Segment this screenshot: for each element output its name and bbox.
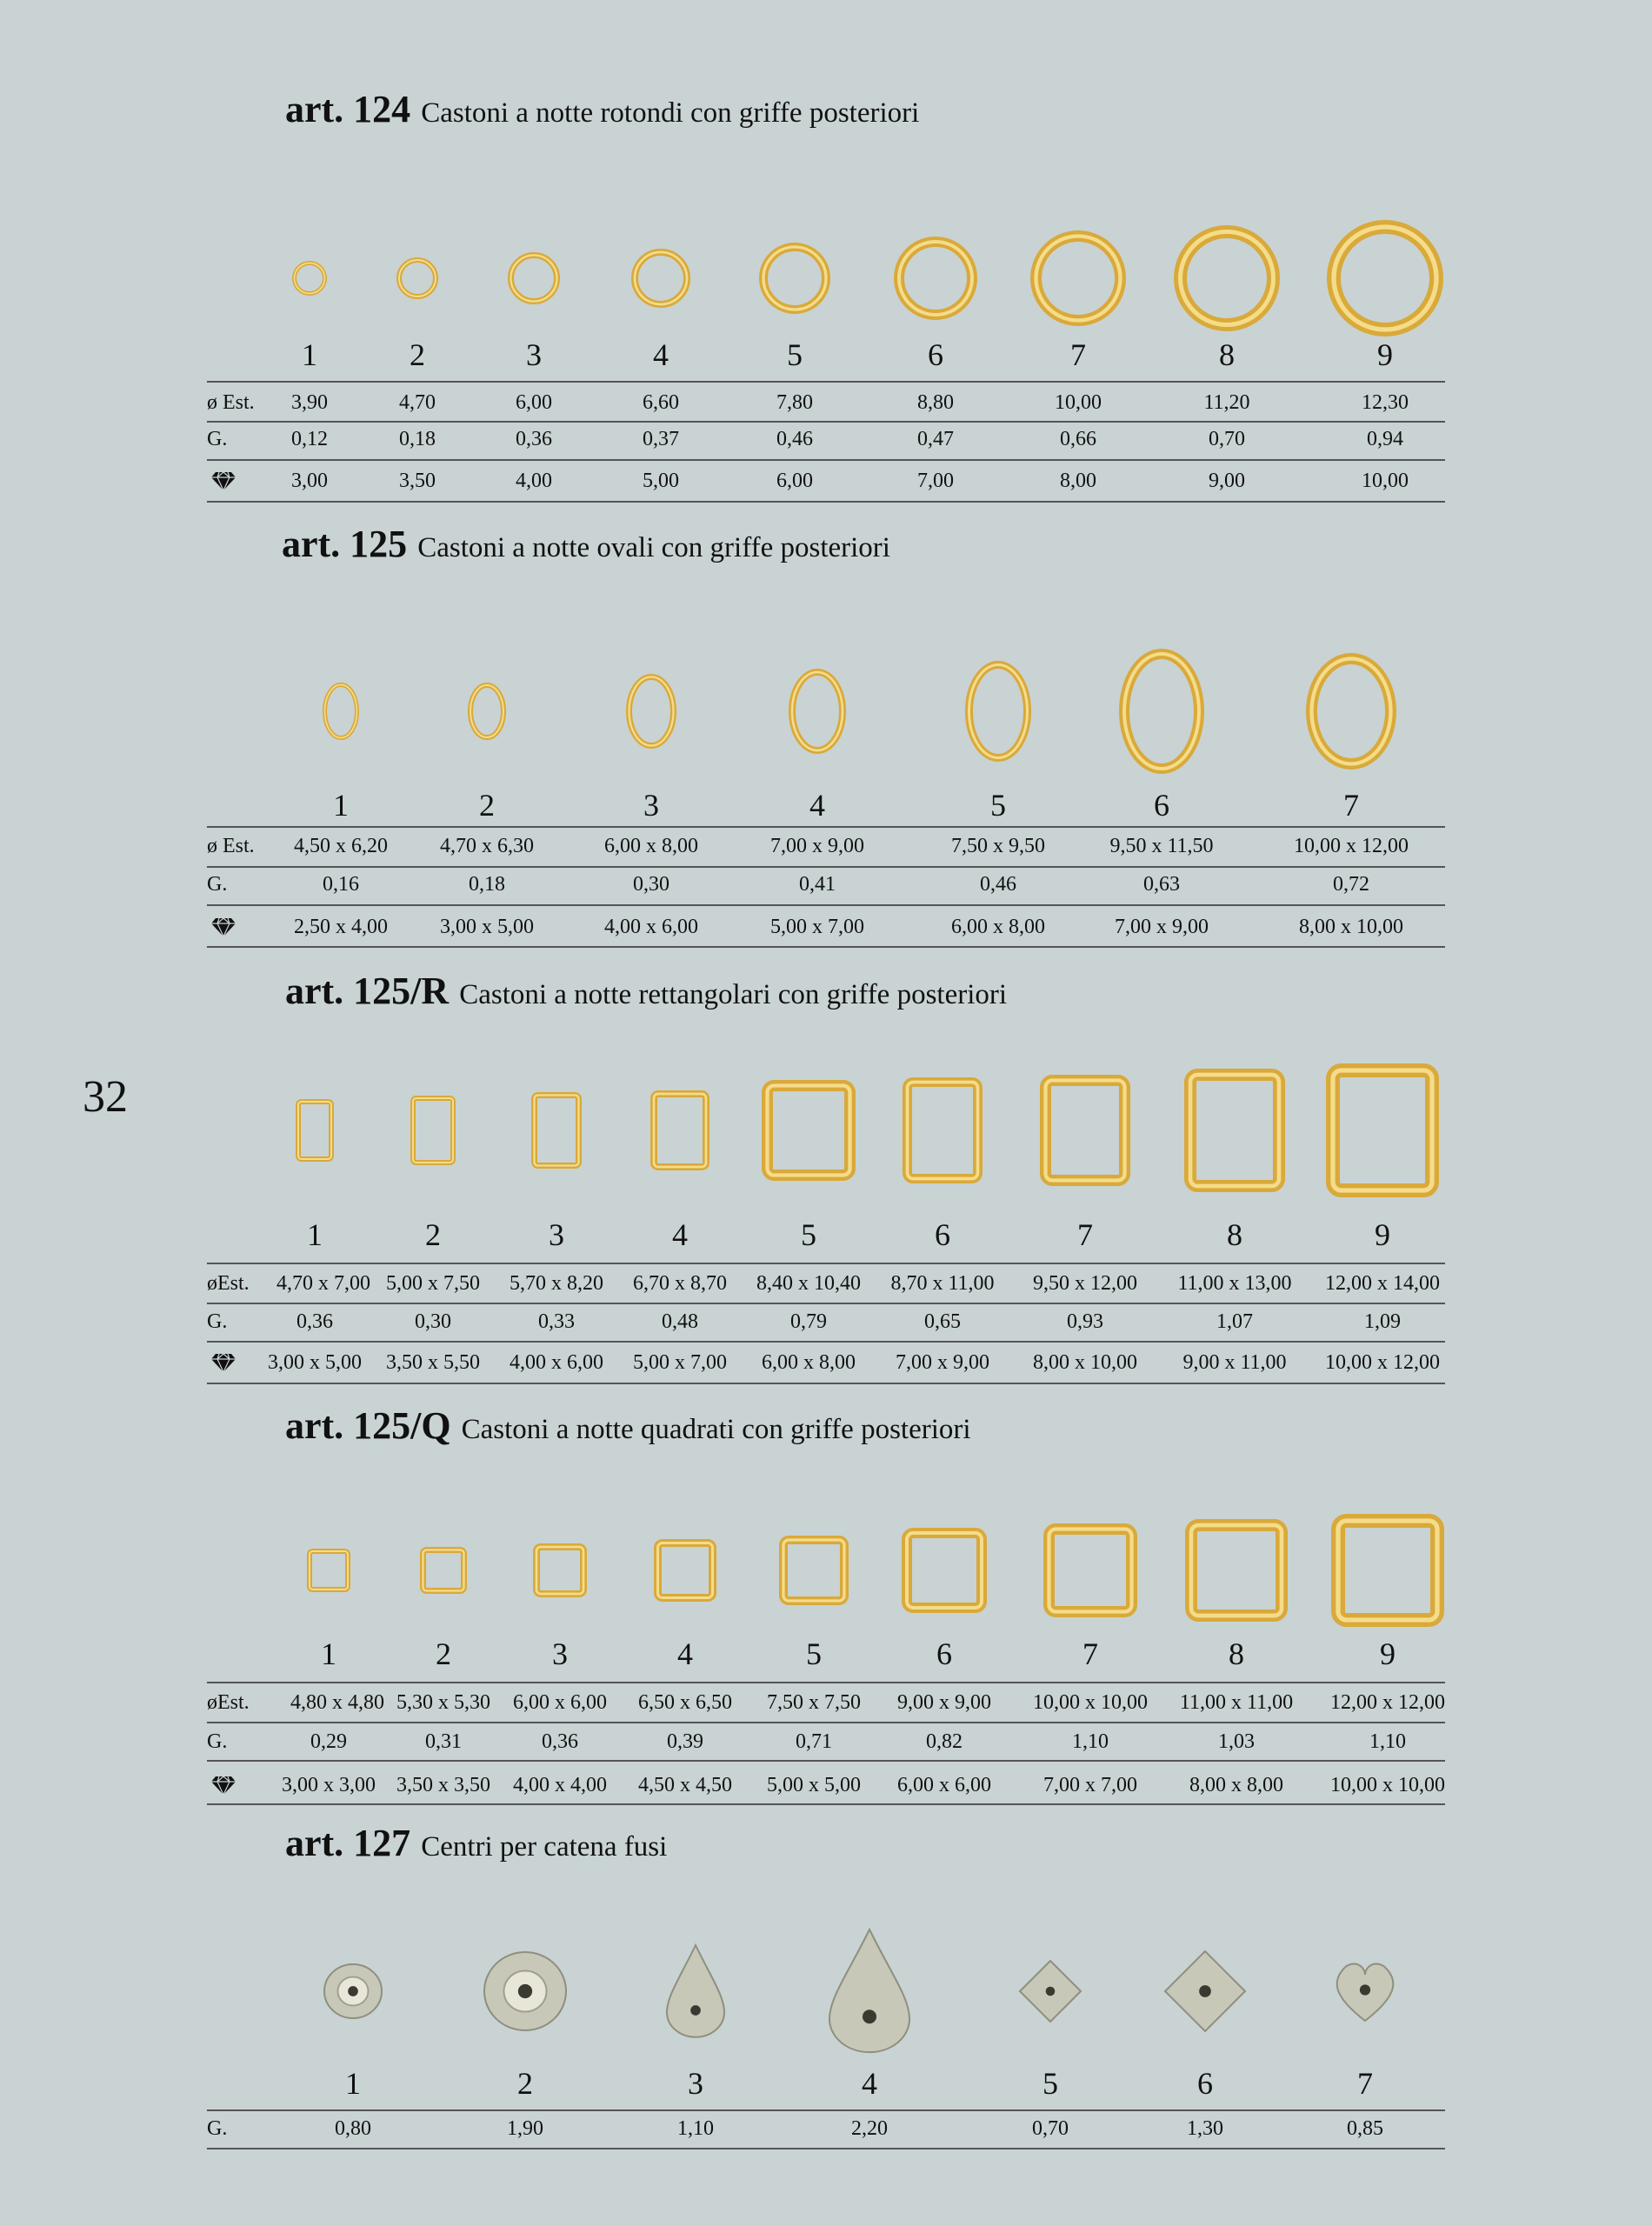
rectangle-setting-icon	[295, 1098, 335, 1163]
weight-value: 0,65	[924, 1310, 961, 1333]
oval-setting-icon	[788, 668, 847, 755]
setting-item	[758, 242, 831, 315]
table-rule	[207, 1341, 1445, 1343]
section-title	[285, 972, 1007, 1010]
oval-setting-icon	[964, 660, 1032, 763]
diameter-value: 4,50 x 6,20	[294, 835, 388, 857]
weight-label: G.	[207, 1310, 228, 1333]
item-number: 4	[809, 788, 825, 823]
stone-value: 3,00 x 3,00	[282, 1774, 376, 1796]
stone-value: 3,00	[291, 470, 328, 492]
setting-item	[1042, 1523, 1138, 1618]
setting-item	[532, 1543, 588, 1598]
table-rule	[207, 381, 1445, 383]
item-number: 6	[1154, 788, 1169, 823]
setting-item	[1039, 1074, 1131, 1187]
item-number: 8	[1229, 1636, 1244, 1671]
rectangle-setting-icon	[530, 1091, 583, 1170]
item-number: 7	[1077, 1217, 1093, 1252]
diameter-value: 8,70 x 11,00	[890, 1272, 995, 1295]
setting-item	[665, 1943, 726, 2039]
setting-item	[1326, 219, 1444, 337]
setting-item	[893, 236, 978, 321]
rectangle-setting-icon	[649, 1090, 710, 1171]
rectangle-setting-icon	[410, 1095, 456, 1166]
stone-value: 2,50 x 4,00	[294, 916, 388, 938]
stone-value: 4,00 x 6,00	[604, 916, 698, 938]
table-rule	[207, 946, 1445, 948]
item-number: 3	[549, 1217, 564, 1252]
item-number: 4	[862, 2066, 877, 2101]
stone-value: 8,00 x 10,00	[1299, 916, 1403, 938]
round-setting-icon	[507, 251, 561, 305]
weight-value: 0,85	[1347, 2117, 1383, 2140]
diameter-value: 12,30	[1362, 391, 1409, 414]
oval-setting-icon	[625, 673, 677, 750]
item-number: 1	[321, 1636, 336, 1671]
article-description: Castoni a notte quadrati con griffe posteriori	[461, 1414, 971, 1445]
setting-item	[625, 673, 677, 750]
diameter-value: 8,40 x 10,40	[756, 1272, 861, 1295]
stone-value: 10,00	[1362, 470, 1409, 492]
stone-value: 8,00 x 8,00	[1189, 1774, 1283, 1796]
article-description: Centri per catena fusi	[421, 1831, 668, 1863]
item-number: 6	[928, 337, 943, 372]
diameter-value: 9,50 x 12,00	[1033, 1272, 1137, 1295]
oval-setting-icon	[1118, 648, 1205, 775]
stone-value: 5,00 x 7,00	[633, 1351, 727, 1374]
stone-value: 5,00	[643, 470, 679, 492]
diameter-value: 7,50 x 9,50	[951, 835, 1045, 857]
stone-value: 5,00 x 5,00	[767, 1774, 861, 1796]
diamond-icon	[210, 470, 236, 491]
diameter-label: øEst.	[207, 1691, 250, 1714]
diameter-label: ø Est.	[207, 391, 255, 414]
item-number: 7	[1357, 2066, 1373, 2101]
stone-value: 4,00 x 4,00	[513, 1774, 607, 1796]
item-number: 5	[1042, 2066, 1058, 2101]
weight-value: 1,10	[677, 2117, 714, 2140]
square-setting-icon	[1184, 1518, 1289, 1623]
diameter-value: 7,80	[776, 391, 813, 414]
square-setting-icon	[306, 1548, 351, 1593]
diamond-center-icon	[1018, 1959, 1082, 2023]
article-code: art. 127	[285, 1822, 411, 1864]
weight-value: 1,07	[1216, 1310, 1253, 1333]
table-rule	[207, 459, 1445, 461]
setting-item	[419, 1546, 468, 1595]
weight-value: 1,03	[1218, 1730, 1255, 1753]
square-setting-icon	[901, 1527, 988, 1614]
square-setting-icon	[419, 1546, 468, 1595]
section-title	[285, 1824, 667, 1863]
setting-item	[1018, 1959, 1082, 2023]
setting-item	[653, 1538, 717, 1603]
article-code: art. 125	[282, 523, 408, 565]
weight-value: 0,36	[296, 1310, 333, 1333]
weight-value: 0,18	[469, 873, 505, 896]
round-setting-icon	[396, 257, 439, 300]
diameter-value: 10,00	[1055, 391, 1102, 414]
setting-item	[483, 1950, 568, 2032]
diameter-value: 5,70 x 8,20	[510, 1272, 603, 1295]
round-setting-icon	[1326, 219, 1444, 337]
diamond-icon	[210, 1352, 236, 1373]
diameter-value: 4,70 x 7,00	[276, 1272, 370, 1295]
weight-value: 0,41	[799, 873, 836, 896]
stone-value: 3,50 x 5,50	[386, 1351, 480, 1374]
diameter-value: 9,00 x 9,00	[897, 1691, 991, 1714]
item-number: 2	[517, 2066, 533, 2101]
round-bead-icon	[483, 1950, 568, 2032]
item-number: 1	[307, 1217, 323, 1252]
section-title	[285, 90, 919, 129]
rectangle-setting-icon	[902, 1076, 983, 1184]
item-number: 1	[302, 337, 317, 372]
round-setting-icon	[630, 248, 691, 309]
stone-value: 9,00 x 11,00	[1182, 1351, 1287, 1374]
diameter-value: 7,00 x 9,00	[770, 835, 864, 857]
weight-label: G.	[207, 428, 228, 450]
setting-item	[410, 1095, 456, 1166]
item-number: 6	[936, 1636, 952, 1671]
stone-value: 4,00	[516, 470, 552, 492]
weight-value: 0,70	[1209, 428, 1245, 450]
setting-item	[306, 1548, 351, 1593]
table-rule	[207, 1803, 1445, 1805]
diameter-value: 6,00 x 8,00	[604, 835, 698, 857]
item-number: 9	[1375, 1217, 1390, 1252]
item-number: 6	[935, 1217, 950, 1252]
setting-item	[828, 1928, 911, 2055]
item-number: 5	[801, 1217, 816, 1252]
table-rule	[207, 826, 1445, 828]
stone-value: 9,00	[1209, 470, 1245, 492]
rectangle-setting-icon	[1325, 1063, 1440, 1198]
weight-value: 0,70	[1032, 2117, 1069, 2140]
setting-item	[1325, 1063, 1440, 1198]
setting-item	[1173, 224, 1281, 332]
setting-item	[1184, 1518, 1289, 1623]
setting-item	[396, 257, 439, 300]
weight-value: 1,10	[1369, 1730, 1406, 1753]
item-number: 3	[688, 2066, 703, 2101]
item-number: 3	[526, 337, 542, 372]
diameter-value: 6,70 x 8,70	[633, 1272, 727, 1295]
weight-value: 0,30	[415, 1310, 451, 1333]
diamond-center-icon	[1163, 1949, 1247, 2033]
article-description: Castoni a notte rotondi con griffe posteriori	[421, 97, 920, 129]
section-title	[285, 1404, 971, 1447]
diameter-value: 4,70 x 6,30	[440, 835, 534, 857]
weight-value: 0,37	[643, 428, 679, 450]
diameter-value: 7,50 x 7,50	[767, 1691, 861, 1714]
table-rule	[207, 1682, 1445, 1683]
weight-value: 0,71	[796, 1730, 832, 1753]
weight-label: G.	[207, 2117, 228, 2140]
rectangle-setting-icon	[1039, 1074, 1131, 1187]
square-setting-icon	[653, 1538, 717, 1603]
article-code: art. 125/R	[285, 970, 450, 1012]
rectangle-setting-icon	[1183, 1068, 1286, 1193]
weight-value: 0,39	[667, 1730, 703, 1753]
setting-item	[467, 682, 507, 741]
setting-item	[964, 660, 1032, 763]
setting-item	[1118, 648, 1205, 775]
setting-item	[901, 1527, 988, 1614]
table-rule	[207, 904, 1445, 906]
weight-value: 1,90	[507, 2117, 543, 2140]
weight-value: 0,72	[1333, 873, 1369, 896]
item-number: 5	[787, 337, 803, 372]
stone-value: 4,00 x 6,00	[510, 1351, 603, 1374]
rectangle-setting-icon	[761, 1079, 856, 1182]
diameter-value: 5,30 x 5,30	[396, 1691, 490, 1714]
teardrop-icon	[828, 1928, 911, 2055]
item-number: 8	[1227, 1217, 1242, 1252]
weight-value: 0,63	[1143, 873, 1180, 896]
item-number: 7	[1343, 788, 1359, 823]
weight-value: 1,09	[1364, 1310, 1401, 1333]
item-number: 8	[1219, 337, 1235, 372]
stone-value: 4,50 x 4,50	[638, 1774, 732, 1796]
setting-item	[788, 668, 847, 755]
diameter-label: ø Est.	[207, 835, 255, 857]
setting-item	[295, 1098, 335, 1163]
item-number: 2	[410, 337, 425, 372]
setting-item	[1183, 1068, 1286, 1193]
diameter-value: 10,00 x 10,00	[1033, 1691, 1148, 1714]
stone-value: 7,00 x 7,00	[1043, 1774, 1137, 1796]
setting-item	[1330, 1513, 1445, 1628]
stone-value: 6,00 x 8,00	[951, 916, 1045, 938]
item-number: 4	[653, 337, 669, 372]
table-rule	[207, 1760, 1445, 1762]
diameter-label: øEst.	[207, 1272, 250, 1295]
setting-item	[1328, 1958, 1402, 2024]
item-number: 3	[552, 1636, 568, 1671]
weight-value: 0,47	[917, 428, 954, 450]
stone-value: 7,00	[917, 470, 954, 492]
weight-value: 0,18	[399, 428, 436, 450]
article-code: art. 124	[285, 88, 411, 130]
diameter-value: 4,80 x 4,80	[290, 1691, 384, 1714]
diameter-value: 11,00 x 11,00	[1179, 1691, 1294, 1714]
weight-value: 0,80	[335, 2117, 371, 2140]
stone-value: 10,00 x 10,00	[1330, 1774, 1445, 1796]
round-setting-icon	[1029, 230, 1127, 327]
item-number: 9	[1380, 1636, 1396, 1671]
setting-item	[322, 682, 360, 741]
setting-item	[507, 251, 561, 305]
diameter-value: 5,00 x 7,50	[386, 1272, 480, 1295]
table-rule	[207, 1263, 1445, 1264]
stone-value: 8,00	[1060, 470, 1096, 492]
setting-item	[1029, 230, 1127, 327]
setting-item	[1305, 652, 1397, 770]
weight-value: 0,12	[291, 428, 328, 450]
weight-value: 0,16	[323, 873, 359, 896]
table-rule	[207, 2148, 1445, 2149]
stone-value: 6,00 x 8,00	[762, 1351, 856, 1374]
weight-value: 0,36	[516, 428, 552, 450]
round-setting-icon	[758, 242, 831, 315]
table-rule	[207, 866, 1445, 868]
setting-item	[649, 1090, 710, 1171]
table-rule	[207, 1383, 1445, 1384]
weight-value: 0,36	[542, 1730, 578, 1753]
stone-value: 3,00 x 5,00	[268, 1351, 362, 1374]
setting-item	[630, 248, 691, 309]
diameter-value: 9,50 x 11,50	[1109, 835, 1214, 857]
round-bead-icon	[323, 1963, 383, 2020]
table-rule	[207, 421, 1445, 423]
square-setting-icon	[1042, 1523, 1138, 1618]
square-setting-icon	[778, 1535, 849, 1606]
diameter-value: 10,00 x 12,00	[1294, 835, 1409, 857]
item-number: 7	[1070, 337, 1086, 372]
weight-value: 0,66	[1060, 428, 1096, 450]
setting-item	[1163, 1949, 1247, 2033]
item-number: 5	[806, 1636, 822, 1671]
article-description: Castoni a notte rettangolari con griffe posteriori	[459, 979, 1008, 1010]
oval-setting-icon	[467, 682, 507, 741]
diameter-value: 12,00 x 12,00	[1330, 1691, 1445, 1714]
diameter-value: 6,60	[643, 391, 679, 414]
article-code: art. 125/Q	[285, 1404, 451, 1447]
diameter-value: 11,20	[1203, 391, 1250, 414]
table-rule	[207, 2109, 1445, 2111]
item-number: 2	[479, 788, 495, 823]
oval-setting-icon	[1305, 652, 1397, 770]
oval-setting-icon	[322, 682, 360, 741]
diamond-icon	[210, 916, 236, 937]
weight-value: 1,10	[1072, 1730, 1109, 1753]
square-setting-icon	[1330, 1513, 1445, 1628]
stone-value: 6,00	[776, 470, 813, 492]
weight-value: 1,30	[1187, 2117, 1223, 2140]
diameter-value: 6,50 x 6,50	[638, 1691, 732, 1714]
diameter-value: 3,90	[291, 391, 328, 414]
diameter-value: 8,80	[917, 391, 954, 414]
weight-label: G.	[207, 873, 228, 896]
stone-value: 3,50	[399, 470, 436, 492]
item-number: 5	[990, 788, 1006, 823]
weight-value: 0,29	[310, 1730, 347, 1753]
article-description: Castoni a notte ovali con griffe posteriori	[417, 532, 890, 563]
heart-center-icon	[1328, 1958, 1402, 2024]
page-number: 32	[83, 1072, 128, 1122]
setting-item	[761, 1079, 856, 1182]
teardrop-icon	[665, 1943, 726, 2039]
item-number: 4	[672, 1217, 688, 1252]
diameter-value: 6,00	[516, 391, 552, 414]
weight-value: 0,82	[926, 1730, 963, 1753]
item-number: 2	[436, 1636, 451, 1671]
section-title	[282, 525, 890, 563]
weight-value: 0,46	[776, 428, 813, 450]
diameter-value: 6,00 x 6,00	[513, 1691, 607, 1714]
round-setting-icon	[893, 236, 978, 321]
weight-value: 0,46	[980, 873, 1016, 896]
setting-item	[778, 1535, 849, 1606]
setting-item	[902, 1076, 983, 1184]
setting-item	[323, 1963, 383, 2020]
weight-value: 0,48	[662, 1310, 698, 1333]
table-rule	[207, 1722, 1445, 1723]
stone-value: 7,00 x 9,00	[1115, 916, 1209, 938]
weight-value: 0,93	[1067, 1310, 1103, 1333]
weight-value: 0,30	[633, 873, 669, 896]
item-number: 4	[677, 1636, 693, 1671]
item-number: 3	[643, 788, 659, 823]
setting-item	[530, 1091, 583, 1170]
item-number: 6	[1197, 2066, 1213, 2101]
round-setting-icon	[291, 260, 328, 297]
stone-value: 3,00 x 5,00	[440, 916, 534, 938]
diameter-value: 12,00 x 14,00	[1325, 1272, 1440, 1295]
item-number: 2	[425, 1217, 441, 1252]
setting-item	[291, 260, 328, 297]
stone-value: 8,00 x 10,00	[1033, 1351, 1137, 1374]
weight-value: 0,31	[425, 1730, 462, 1753]
weight-value: 0,33	[538, 1310, 575, 1333]
round-setting-icon	[1173, 224, 1281, 332]
item-number: 1	[345, 2066, 361, 2101]
table-rule	[207, 501, 1445, 503]
stone-value: 6,00 x 6,00	[897, 1774, 991, 1796]
stone-value: 10,00 x 12,00	[1325, 1351, 1440, 1374]
weight-value: 2,20	[851, 2117, 888, 2140]
stone-value: 3,50 x 3,50	[396, 1774, 490, 1796]
item-number: 9	[1377, 337, 1393, 372]
square-setting-icon	[532, 1543, 588, 1598]
stone-value: 7,00 x 9,00	[896, 1351, 989, 1374]
table-rule	[207, 1303, 1445, 1304]
weight-value: 0,94	[1367, 428, 1403, 450]
diameter-value: 4,70	[399, 391, 436, 414]
item-number: 7	[1082, 1636, 1098, 1671]
weight-label: G.	[207, 1730, 228, 1753]
weight-value: 0,79	[790, 1310, 827, 1333]
diameter-value: 11,00 x 13,00	[1177, 1272, 1292, 1295]
stone-value: 5,00 x 7,00	[770, 916, 864, 938]
item-number: 1	[333, 788, 349, 823]
diamond-icon	[210, 1775, 236, 1796]
